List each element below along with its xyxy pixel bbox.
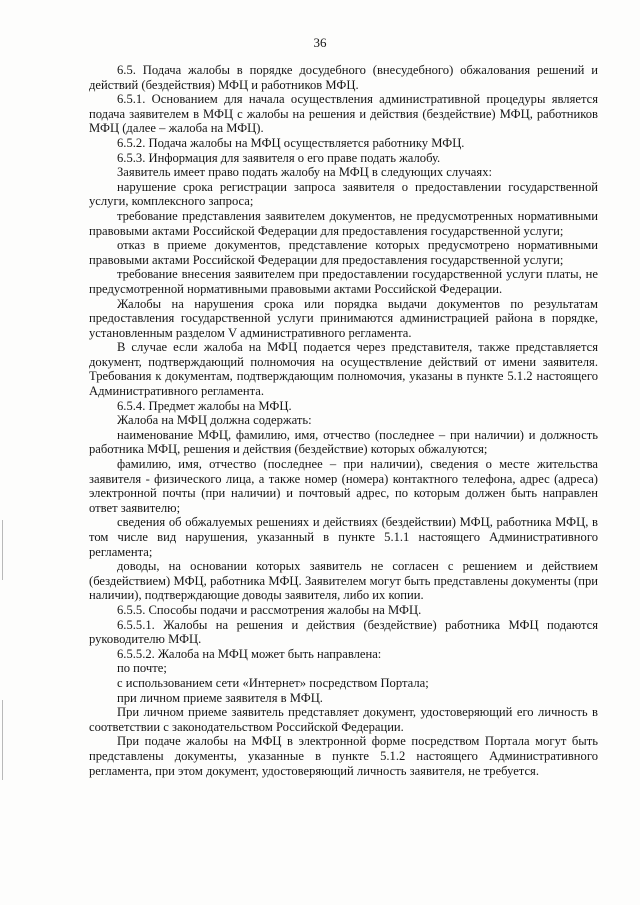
paragraph: 6.5.5. Способы подачи и рассмотрения жалобы на МФЦ. [117, 602, 422, 617]
paragraph: 6.5.2. Подача жалобы на МФЦ осуществляется работнику МФЦ. [117, 135, 465, 150]
list-item: сведения об обжалуемых решениях и действиях (бездействии) МФЦ, работника МФЦ, в том числе вид нарушения, указанный в пункте 5.1.1 настоящего Административного регламента; [89, 515, 598, 559]
list-item: с использованием сети «Интернет» посредством Портала; [117, 675, 429, 690]
list-item: фамилию, имя, отчество (последнее – при наличии), сведения о месте жительства заявителя - физического лица, а также номер (номера) контактного телефона, адрес (адреса) электронной почты (при наличии) и почтовый адрес, по которым должен быть направлен ответ заявителю; [89, 457, 598, 515]
paragraph: При личном приеме заявитель представляет документ, удостоверяющий его личность в соответствии с законодательством Российской Федерации. [89, 705, 598, 734]
paragraph: Заявитель имеет право подать жалобу на МФЦ в следующих случаях: [117, 165, 492, 180]
paragraph: 6.5.5.2. Жалоба на МФЦ может быть направлена: [117, 646, 382, 661]
page-number: 36 [313, 35, 327, 50]
paragraph: 6.5.4. Предмет жалобы на МФЦ. [117, 398, 292, 413]
section-heading: 6.5. Подача жалобы в порядке досудебного (внесудебного) обжалования решений и действий (бездействия) МФЦ и работников МФЦ. [89, 63, 598, 92]
paragraph: 6.5.5.1. Жалобы на решения и действия (бездействие) работника МФЦ подаются руководителю МФЦ. [89, 617, 598, 647]
list-item: наименование МФЦ, фамилию, имя, отчество (последнее – при наличии) и должность работника МФЦ, решения и действия (бездействие) которых обжалуются; [89, 427, 598, 457]
scan-edge-mark [2, 520, 3, 580]
paragraph: Жалоба на МФЦ должна содержать: [117, 413, 312, 428]
list-item: по почте; [117, 661, 167, 676]
paragraph: При подаче жалобы на МФЦ в электронной форме посредством Портала могут быть представлены документы, указанные в пункте 5.1.2 настоящего Административного регламента, при этом документ, удостоверяющий личность заявителя, не требуется. [89, 734, 598, 778]
list-item: требование внесения заявителем при предоставлении государственной услуги платы, не предусмотренной нормативными правовыми актами Российской Федерации. [89, 267, 598, 296]
list-item: требование представления заявителем документов, не предусмотренных нормативными правовыми актами Российской Федерации для предоставления государственной услуги; [89, 208, 598, 238]
paragraph: Жалобы на нарушения срока или порядка выдачи документов по результатам предоставления государственной услуги принимаются администрацией района в порядке, установленным разделом V административного регламента. [89, 296, 598, 340]
paragraph: В случае если жалоба на МФЦ подается через представителя, также представляется документ, подтверждающий полномочия на осуществление действий от имени заявителя. Требования к документам, подтверждающим полномочия, указаны в пункте 5.1.2 настоящего Административного регламента. [89, 340, 598, 399]
list-item: нарушение срока регистрации запроса заявителя о предоставлении государственной услуги, комплексного запроса; [89, 179, 598, 209]
list-item: доводы, на основании которых заявитель не согласен с решением и действием (бездействием) МФЦ, работника МФЦ. Заявителем могут быть представлены документы (при наличии), подтверждающие доводы заявителя, либо их копии. [89, 559, 598, 603]
list-item: отказ в приеме документов, представление которых предусмотрено нормативными правовыми актами Российской Федерации для предоставления государственной услуги; [89, 238, 598, 267]
paragraph: 6.5.3. Информация для заявителя о его праве подать жалобу. [117, 150, 441, 165]
scan-edge-mark [2, 700, 3, 780]
paragraph: 6.5.1. Основанием для начала осуществления административной процедуры является подача заявителем в МФЦ с жалобы на решения и действия (бездействие) МФЦ, работников МФЦ (далее – жалоба на МФЦ). [89, 92, 598, 136]
list-item: при личном приеме заявителя в МФЦ. [117, 690, 323, 705]
document-body [89, 63, 598, 778]
